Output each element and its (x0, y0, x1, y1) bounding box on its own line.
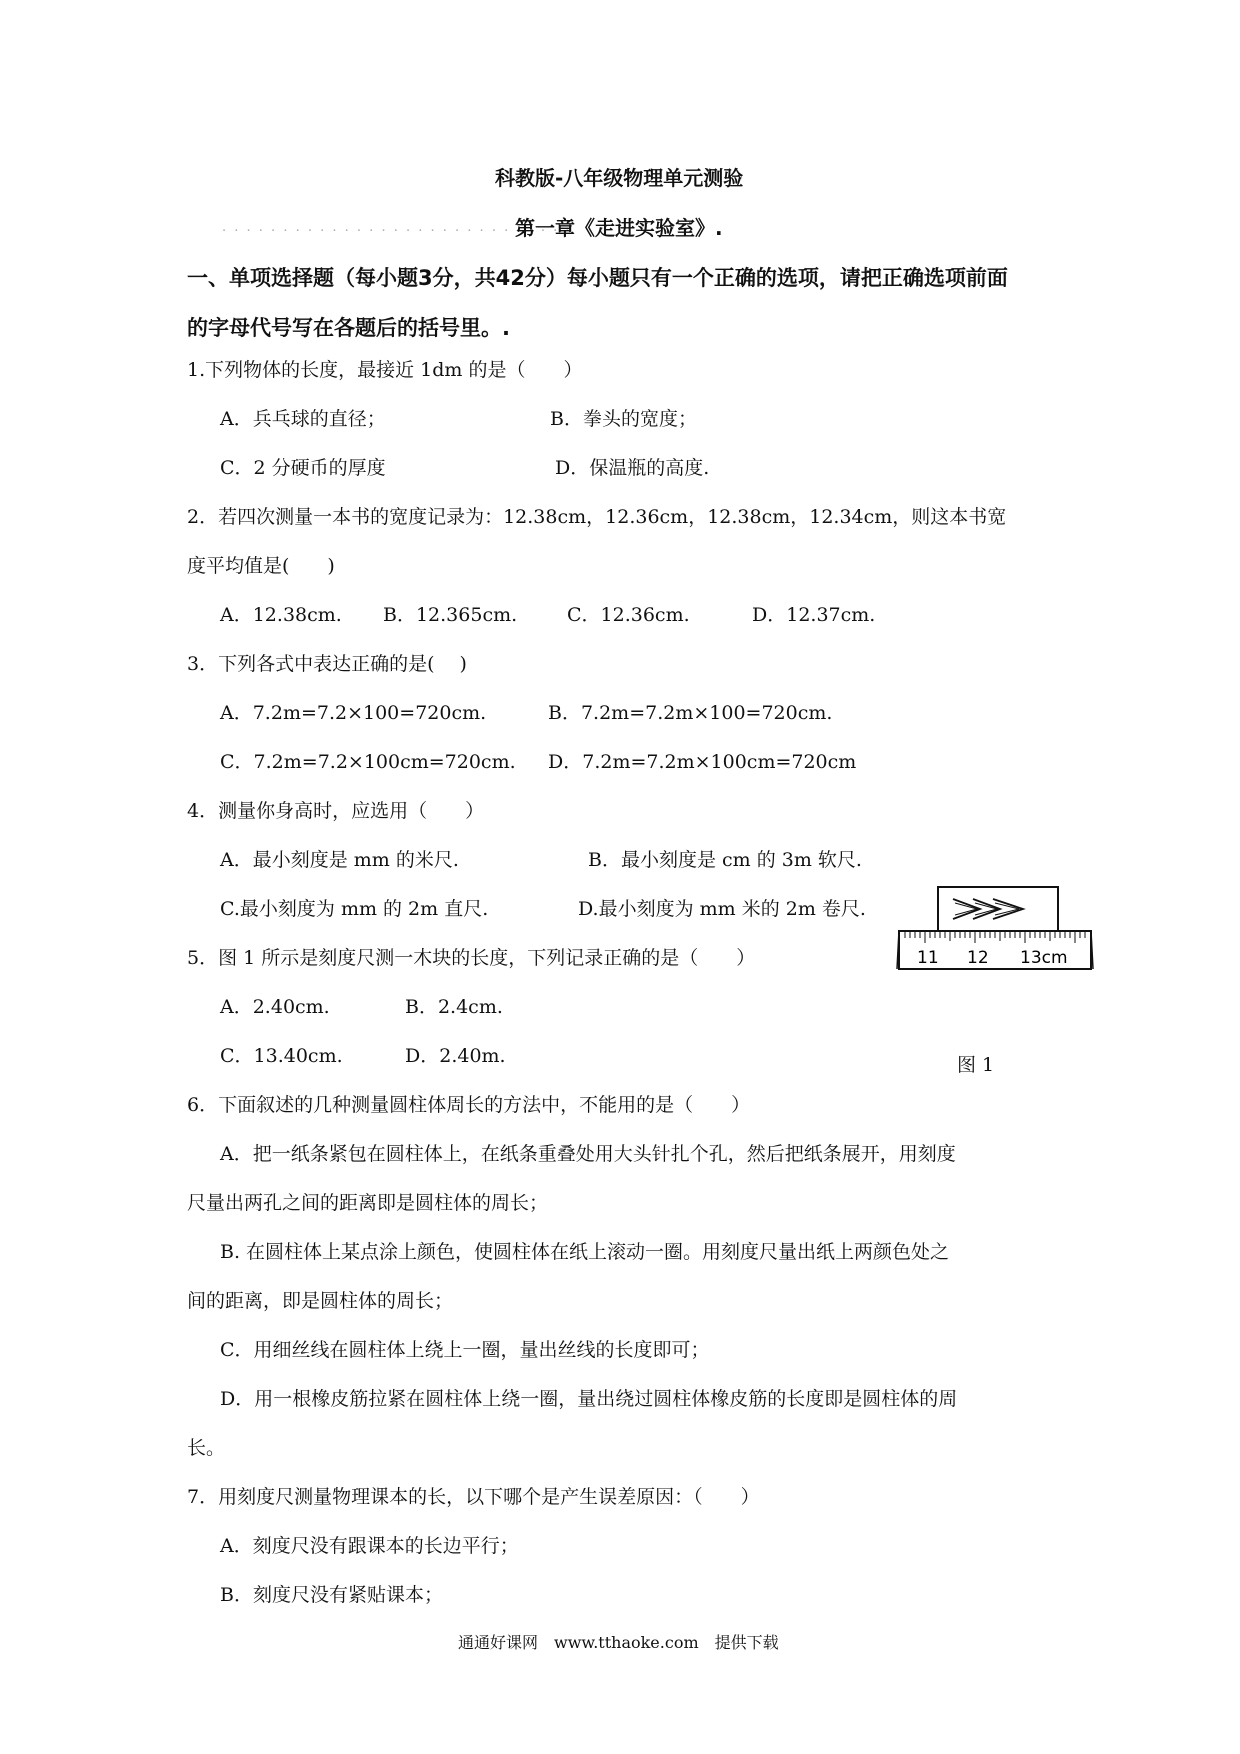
chapter-leader-dots: . . . . . . . . . . . . . . . . . . . . . . . . . . . . . (222, 220, 572, 235)
question-5-option-b: B．2.4cm. (405, 996, 503, 1018)
chapter-title-text: 第一章《走进实验室》 (515, 216, 715, 240)
question-6-option-d-line2: 长。 (187, 1437, 226, 1459)
figure-1-ruler-diagram (895, 885, 1095, 995)
question-2-stem-line1: 2．若四次测量一本书的宽度记录为：12.38cm，12.36cm，12.38cm，12.34cm，则这本书宽 (187, 506, 1007, 528)
question-6-stem: 6．下面叙述的几种测量圆柱体周长的方法中，不能用的是（ ） (187, 1094, 751, 1116)
question-6-option-d-line1: D．用一根橡皮筋拉紧在圆柱体上绕一圈，量出绕过圆柱体橡皮筋的长度即是圆柱体的周 (220, 1388, 958, 1410)
question-1-option-d: D．保温瓶的高度. (555, 457, 710, 479)
question-6-option-c: C．用细丝线在圆柱体上绕上一圈，量出丝线的长度即可； (220, 1339, 710, 1361)
question-5-option-a: A．2.40cm. (220, 996, 330, 1018)
question-7-option-b: B．刻度尺没有紧贴课本； (220, 1584, 443, 1606)
page-title: 科教版-八年级物理单元测验 (495, 166, 744, 190)
chapter-title (515, 212, 723, 241)
question-4-option-b: B．最小刻度是 cm 的 3m 软尺. (588, 849, 862, 871)
question-6-option-a-line1: A．把一纸条紧包在圆柱体上，在纸条重叠处用大头针扎个孔，然后把纸条展开，用刻度 (220, 1143, 956, 1165)
question-1-option-b: B．拳头的宽度； (550, 408, 697, 430)
question-1-option-c: C．2 分硬币的厚度 (220, 457, 386, 479)
question-6-option-a-line2: 尺量出两孔之间的距离即是圆柱体的周长； (187, 1192, 549, 1214)
section-heading-line1: 一、单项选择题（每小题3分，共42分）每小题只有一个正确的选项，请把正确选项前面 (187, 266, 1008, 290)
ruler-label-12: 12 (967, 948, 989, 968)
question-7-stem: 7．用刻度尺测量物理课本的长，以下哪个是产生误差原因：（ ） (187, 1486, 760, 1508)
question-6-option-b-line1: B. 在圆柱体上某点涂上颜色，使圆柱体在纸上滚动一圈。用刻度尺量出纸上两颜色处之 (220, 1241, 950, 1263)
ruler-svg (895, 885, 1095, 995)
ruler-label-13cm: 13cm (1020, 948, 1068, 968)
question-1-option-a: A．兵乓球的直径； (220, 408, 386, 430)
question-5-option-d: D．2.40m. (405, 1045, 506, 1067)
question-3-option-c: C．7.2m=7.2×100cm=720cm. (220, 751, 516, 773)
question-4-option-a: A．最小刻度是 mm 的米尺. (220, 849, 459, 871)
question-2-option-d: D．12.37cm. (752, 604, 876, 626)
page-footer: 通通好课网 www.tthaoke.com 提供下载 (458, 1633, 779, 1652)
question-6-option-b-line2: 间的距离，即是圆柱体的周长； (187, 1290, 454, 1312)
question-2-option-a: A．12.38cm. (220, 604, 342, 626)
question-1-stem: 1.下列物体的长度，最接近 1dm 的是（ ） (187, 359, 583, 381)
question-2-option-b: B．12.365cm. (383, 604, 518, 626)
chapter-title-suffix: . (715, 216, 723, 240)
question-4-option-d: D.最小刻度为 mm 米的 2m 卷尺. (578, 898, 866, 920)
question-3-stem: 3．下列各式中表达正确的是( ) (187, 653, 467, 675)
figure-1-caption: 图 1 (957, 1054, 995, 1076)
question-5-option-c: C．13.40cm. (220, 1045, 343, 1067)
question-3-option-b: B．7.2m=7.2m×100=720cm. (548, 702, 833, 724)
section-heading-line2: 的字母代号写在各题后的括号里。. (187, 316, 510, 340)
question-5-stem: 5．图 1 所示是刻度尺测一木块的长度，下列记录正确的是（ ） (187, 947, 756, 969)
ruler-label-11: 11 (917, 948, 939, 968)
question-7-option-a: A．刻度尺没有跟课本的长边平行； (220, 1535, 519, 1557)
question-3-option-a: A．7.2m=7.2×100=720cm. (220, 702, 487, 724)
question-4-option-c: C.最小刻度为 mm 的 2m 直尺. (220, 898, 489, 920)
question-2-stem-line2: 度平均值是( ) (187, 555, 335, 577)
question-4-stem: 4．测量你身高时，应选用（ ） (187, 800, 485, 822)
question-3-option-d: D．7.2m=7.2m×100cm=720cm (548, 751, 857, 773)
question-2-option-c: C．12.36cm. (567, 604, 690, 626)
